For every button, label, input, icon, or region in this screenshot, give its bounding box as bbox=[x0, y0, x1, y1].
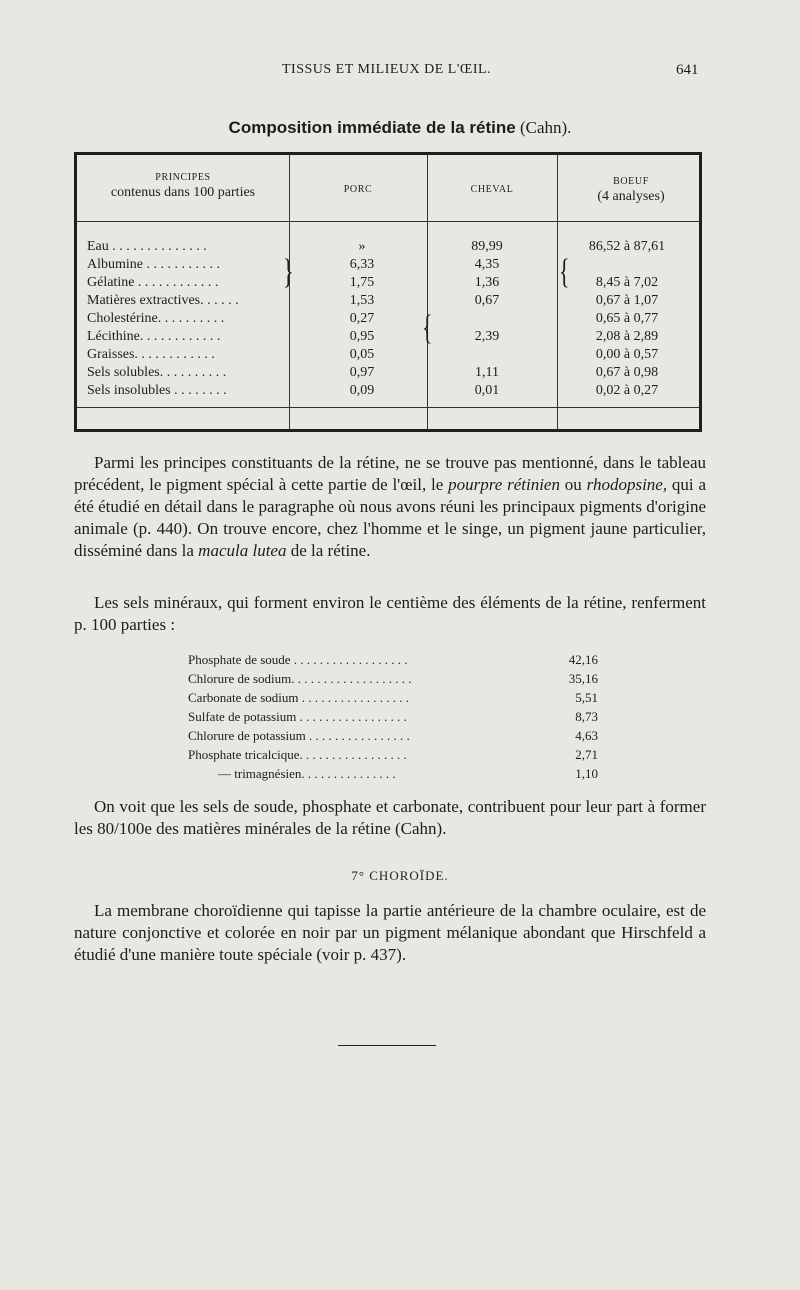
table-row bbox=[77, 383, 699, 401]
row-label: Sels solubles. . . . . . . . . . bbox=[87, 365, 227, 380]
salt-name: Phosphate de soude . . . . . . . . . . . . . . . . . . bbox=[188, 652, 408, 667]
header-porc: PORC bbox=[343, 184, 373, 195]
paragraph-pigments-text-2: ou bbox=[559, 475, 587, 494]
brace-cheval: { bbox=[422, 307, 433, 348]
salt-value: 2,71 bbox=[575, 747, 598, 762]
cell-cheval: 1,11 bbox=[475, 365, 499, 380]
running-title: TISSUS ET MILIEUX DE L'ŒIL. bbox=[282, 62, 492, 77]
salt-name: — trimagnésien. . . . . . . . . . . . . . . bbox=[218, 766, 396, 781]
term-rhodopsine: rhodopsine, bbox=[586, 475, 668, 494]
cell-boeuf: 0,67 à 0,98 bbox=[595, 365, 659, 380]
row-label: Sels insolubles . . . . . . . . bbox=[87, 383, 227, 398]
cell-cheval: 4,35 bbox=[474, 257, 500, 272]
cell-boeuf: 86,52 à 87,61 bbox=[588, 239, 666, 254]
section-title: 7° CHOROÏDE. bbox=[351, 868, 449, 883]
salt-name: Chlorure de sodium. . . . . . . . . . . . . . . . . . . bbox=[188, 671, 412, 686]
salt-name: Sulfate de potassium . . . . . . . . . . . . . . . . . bbox=[188, 709, 407, 724]
paragraph-sels-text: Les sels minéraux, qui forment environ le centième des éléments de la rétine, renferment p. 100 parties : bbox=[74, 593, 706, 634]
header-boeuf-text: (4 analyses) bbox=[597, 189, 665, 204]
table-row bbox=[77, 347, 699, 365]
paragraph-pigments bbox=[74, 452, 706, 562]
row-label: Gélatine . . . . . . . . . . . . bbox=[87, 275, 219, 290]
cell-porc: 0,27 bbox=[349, 311, 375, 326]
cell-porc: 0,09 bbox=[349, 383, 375, 398]
salt-row bbox=[188, 690, 598, 708]
paragraph-conclusion-text: On voit que les sels de soude, phosphate et carbonate, contribuent pour leur part à former les 80/100e des matières minérales de la rétine (Cahn). bbox=[74, 797, 706, 838]
paragraph-pigments-text-4: de la rétine. bbox=[286, 541, 371, 560]
composition-table bbox=[74, 152, 702, 432]
salt-row bbox=[188, 728, 598, 746]
cell-boeuf: 0,00 à 0,57 bbox=[595, 347, 659, 362]
table-row bbox=[77, 239, 699, 257]
salt-value: 8,73 bbox=[575, 709, 598, 724]
header-boeuf-caps: BOEUF bbox=[613, 176, 649, 187]
table-row bbox=[77, 311, 699, 329]
table-row bbox=[77, 257, 699, 275]
table-title bbox=[0, 118, 800, 138]
cell-cheval: 0,67 bbox=[474, 293, 500, 308]
cell-cheval: 0,01 bbox=[474, 383, 500, 398]
salt-row bbox=[188, 671, 598, 689]
row-label: Matières extractives. . . . . . bbox=[87, 293, 239, 308]
table-row bbox=[77, 365, 699, 383]
row-label: Eau . . . . . . . . . . . . . . bbox=[87, 239, 207, 254]
salt-value: 4,63 bbox=[575, 728, 598, 743]
end-rule bbox=[338, 1045, 436, 1046]
term-pourpre-retinien: pourpre rétinien bbox=[448, 475, 560, 494]
cell-boeuf: 0,65 à 0,77 bbox=[595, 311, 659, 326]
salt-row bbox=[188, 709, 598, 727]
paragraph-sels bbox=[74, 592, 706, 636]
cell-porc: 0,97 bbox=[349, 365, 375, 380]
salt-value: 42,16 bbox=[568, 652, 598, 667]
cell-porc: » bbox=[358, 239, 366, 254]
salt-row bbox=[188, 766, 598, 784]
header-cheval: CHEVAL bbox=[470, 184, 514, 195]
row-label: Cholestérine. . . . . . . . . . bbox=[87, 311, 225, 326]
salt-name: Chlorure de potassium . . . . . . . . . . . . . . . . bbox=[188, 728, 410, 743]
salt-value: 35,16 bbox=[568, 671, 598, 686]
table-row bbox=[77, 329, 699, 347]
table-row bbox=[77, 293, 699, 311]
row-label: Albumine . . . . . . . . . . . bbox=[87, 257, 220, 272]
table-row bbox=[77, 275, 699, 293]
cell-boeuf: 8,45 à 7,02 bbox=[595, 275, 659, 290]
row-label: Graisses. . . . . . . . . . . . bbox=[87, 347, 215, 362]
brace-boeuf: { bbox=[559, 251, 570, 292]
term-macula-lutea: macula lutea bbox=[198, 541, 287, 560]
page-number: 641 bbox=[676, 62, 699, 78]
row-label: Lécithine. . . . . . . . . . . . bbox=[87, 329, 221, 344]
cell-cheval: 2,39 bbox=[474, 329, 500, 344]
cell-porc: 0,05 bbox=[349, 347, 375, 362]
paragraph-conclusion bbox=[74, 796, 706, 840]
paragraph-choroide bbox=[74, 900, 706, 966]
brace-porc: } bbox=[283, 251, 294, 292]
cell-boeuf: 0,02 à 0,27 bbox=[595, 383, 659, 398]
paragraph-pigments-text-3: qui a été étudié en détail dans le paragraphe où nous avons réuni les principaux pigments d'origine animale (p. 440). On trouve encore, chez l'homme et le singe, un pigment jaune particulier, disséminé dans la bbox=[74, 475, 707, 560]
paragraph-pigments-text-1: Parmi les principes constituants de la rétine, ne se trouve pas mentionné, dans le tableau précédent, le pigment spécial à cette partie de l'œil, le bbox=[74, 453, 706, 494]
cell-cheval: 1,36 bbox=[474, 275, 500, 290]
salt-value: 5,51 bbox=[575, 690, 598, 705]
header-principes bbox=[77, 171, 289, 202]
cell-cheval: 89,99 bbox=[471, 239, 503, 254]
cell-porc: 1,53 bbox=[349, 293, 375, 308]
cell-porc: 6,33 bbox=[349, 257, 375, 272]
salt-value: 1,10 bbox=[575, 766, 598, 781]
header-boeuf bbox=[557, 175, 705, 206]
header-principes-text: contenus dans 100 parties bbox=[110, 185, 256, 200]
paragraph-choroide-text: La membrane choroïdienne qui tapisse la partie antérieure de la chambre oculaire, est de nature conjonctive et colorée en noir par un pigment mélanique abondant que Hirschfeld a étudié d'une manière toute spéciale (voir p. 437). bbox=[74, 901, 706, 964]
cell-boeuf: 0,67 à 1,07 bbox=[595, 293, 659, 308]
salt-name: Phosphate tricalcique. . . . . . . . . . . . . . . . . bbox=[188, 747, 407, 762]
header-principes-caps: PRINCIPES bbox=[155, 172, 211, 183]
cell-porc: 0,95 bbox=[349, 329, 375, 344]
cell-boeuf: 2,08 à 2,89 bbox=[595, 329, 659, 344]
running-head bbox=[0, 62, 800, 84]
table-title-main: Composition immédiate de la rétine bbox=[228, 118, 516, 137]
salt-row bbox=[188, 652, 598, 670]
salt-name: Carbonate de sodium . . . . . . . . . . . . . . . . . bbox=[188, 690, 409, 705]
salt-row bbox=[188, 747, 598, 765]
cell-porc: 1,75 bbox=[349, 275, 375, 290]
table-title-source: (Cahn). bbox=[519, 118, 572, 137]
